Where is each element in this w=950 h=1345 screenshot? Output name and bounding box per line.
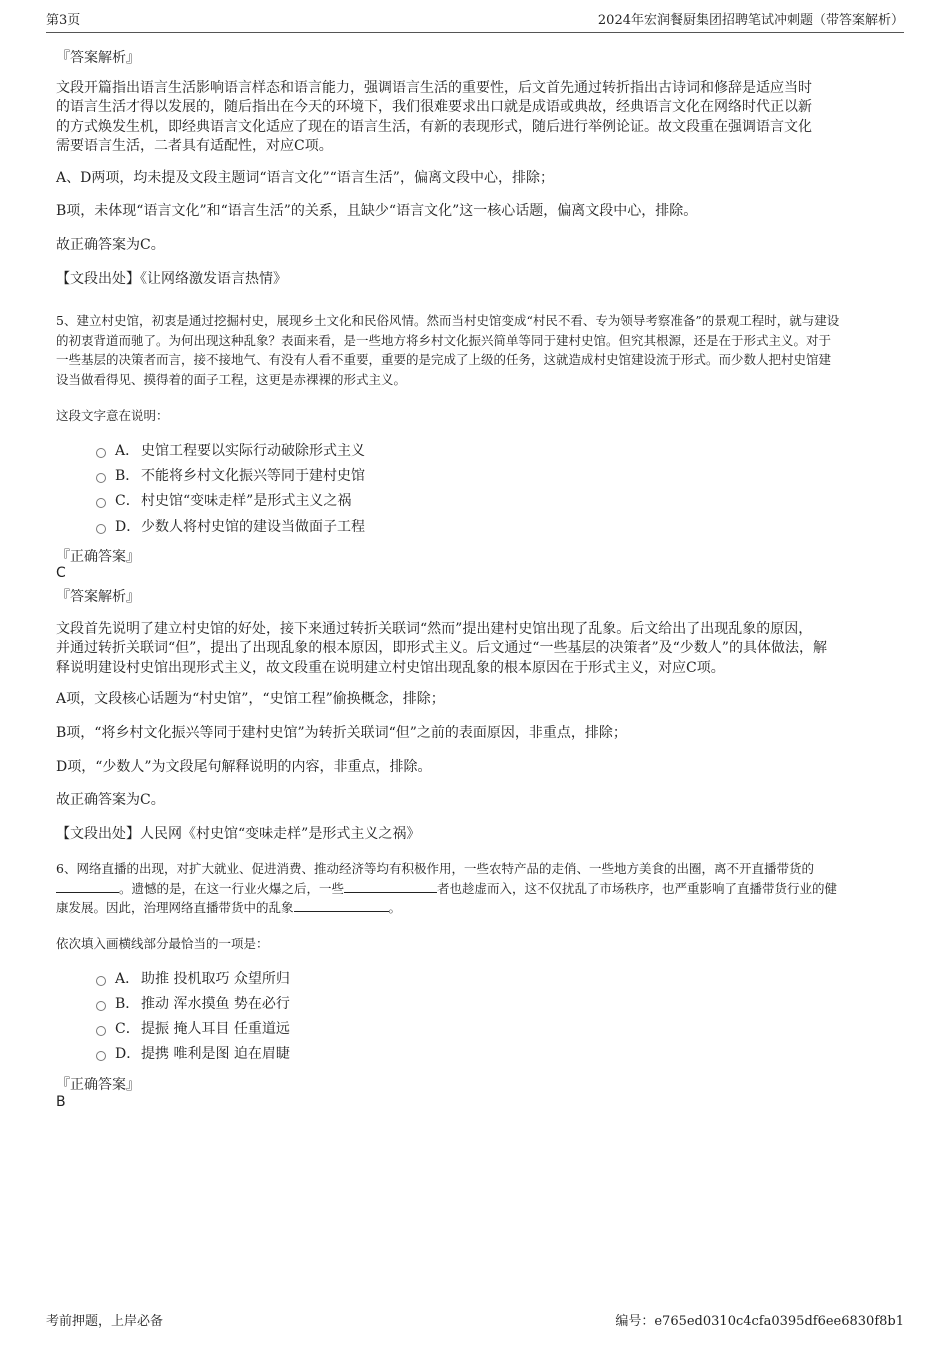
q6-stem-line: 康发展。因此，治理网络直播带货中的乱象 。 [56,900,402,915]
fill-blank-1[interactable] [56,879,119,893]
q5-stem-line: 一些基层的决策者而言，接不接地气、有没有人看不重要，重要的是完成了上级的任务，这就造成村史馆建设流于形式。而少数人把村史馆建 [56,352,832,367]
q5-option-b[interactable]: B． 不能将乡村文化振兴等同于建村史馆 [96,465,365,487]
q6-option-d[interactable]: D．提携 唯利是图 迫在眉睫 [96,1043,290,1065]
q5-stem-line: 5、建立村史馆，初衷是通过挖掘村史，展现乡土文化和民俗风情。然而当村史馆变成“村民不看、专为领导考察准备”的景观工程时，就与建设 [56,313,840,328]
document-id: 编号：e765ed0310c4cfa0395df6ee6830f8b1 [615,1314,904,1329]
q6-stem-line: 。遗憾的是，在这一行业火爆之后，一些 者也趁虚而入，这不仅扰乱了市场秩序，也严重影响了直播带货行业的健 [56,879,896,899]
q6-answer: B [56,1094,66,1110]
q5-note-b: B项，“将乡村文化振兴等同于建村史馆”为转折关联词“但”之前的表面原因，非重点，排除； [56,725,627,741]
q5-analysis-line: 释说明建设村史馆出现形式主义，故文段重在说明建立村史馆出现乱象的根本原因在于形式主义，对应C项。 [56,659,725,676]
q5-conclusion: 故正确答案为C。 [56,792,165,808]
fill-blank-2[interactable] [344,879,437,893]
page-header [46,10,904,33]
q4-analysis-line: 的语言生活才得以发展的，随后指出在今天的环境下，我们很难要求出口就是成语或典故，经典语言文化在网络时代正以新 [56,99,812,116]
q5-stem-line: 设当做看得见、摸得着的面子工程，这更是赤裸裸的形式主义。 [56,371,407,387]
q4-analysis-line: 需要语言生活，二者具有适配性，对应C项。 [56,137,333,154]
q6-option-a[interactable]: A． 助推 投机取巧 众望所归 [96,968,290,990]
page-number: 第3页 [46,13,81,28]
document-title: 2024年宏润餐厨集团招聘笔试冲刺题（带答案解析） [597,13,904,28]
q5-analysis-paragraph [56,620,896,678]
radio-icon[interactable] [96,1001,106,1011]
q4-analysis-line: 的方式焕发生机，即经典语言文化适应了现在的语言生活，有新的表现形式，随后进行举例论证。故文段重在强调语言文化 [56,118,812,135]
q5-answer: C [56,565,66,581]
q5-note-a: A项，文段核心话题为“村史馆”，“史馆工程”偷换概念，排除； [56,691,445,707]
radio-icon[interactable] [96,976,106,986]
radio-icon[interactable] [96,1026,106,1036]
q5-prompt: 这段文字意在说明： [56,408,169,423]
q6-prompt: 依次填入画横线部分最恰当的一项是： [56,936,269,951]
q4-note-b: B项，未体现“语言文化”和“语言生活”的关系，且缺少“语言文化”这一核心话题，偏离文段中心，排除。 [56,203,698,219]
q5-option-c[interactable]: C．村史馆“变味走样”是形式主义之祸 [96,490,351,512]
q4-source: 【文段出处】《让网络激发语言热情》 [56,271,287,287]
q4-analysis-paragraph [56,79,896,156]
fill-blank-3[interactable] [294,898,389,912]
q6-option-c[interactable]: C．提振 掩人耳目 任重道远 [96,1018,290,1040]
radio-icon[interactable] [96,524,106,534]
q5-stem-line: 的初衷背道而驰了。为何出现这种乱象？表面来看，是一些地方将乡村文化振兴简单等同于建村史馆。但究其根源，还是在于形式主义。对于 [56,332,832,348]
q6-stem [56,859,896,918]
q4-note-ad: A、D两项，均未提及文段主题词“语言文化”“语言生活”，偏离文段中心，排除； [56,170,554,186]
q6-stem-line: 6、网络直播的出现，对扩大就业、促进消费、推动经济等均有积极作用，一些农特产品的走俏、一些地方美食的出圈，离不开直播带货的 [56,861,814,876]
radio-icon[interactable] [96,473,106,483]
q5-analysis-line: 文段首先说明了建立村史馆的好处，接下来通过转折关联词“然而”提出建村史馆出现了乱象。后文给出了出现乱象的原因， [56,621,813,637]
q5-note-d: D项，“少数人”为文段尾句解释说明的内容，非重点，排除。 [56,759,432,775]
q4-analysis-label: 『答案解析』 [56,50,140,66]
footer-slogan: 考前押题，上岸必备 [46,1314,164,1329]
q5-source: 【文段出处】人民网《村史馆“变味走样”是形式主义之祸》 [56,826,421,842]
q4-analysis-line: 文段开篇指出语言生活影响语言样态和语言能力，强调语言生活的重要性，后文首先通过转折指出古诗词和修辞是适应当时 [56,80,812,96]
radio-icon[interactable] [96,448,106,458]
q4-conclusion: 故正确答案为C。 [56,237,165,253]
radio-icon[interactable] [96,498,106,508]
q5-analysis-line: 并通过转折关联词“但”，提出了出现乱象的根本原因，即形式主义。后文通过“一些基层的决策者”及“少数人”的具体做法，解 [56,640,827,657]
q5-option-a[interactable]: A． 史馆工程要以实际行动破除形式主义 [96,440,365,462]
q5-analysis-label: 『答案解析』 [56,589,140,605]
q5-option-d[interactable]: D．少数人将村史馆的建设当做面子工程 [96,516,365,538]
q5-answer-label: 『正确答案』 [56,549,140,565]
q6-option-b[interactable]: B． 推动 浑水摸鱼 势在必行 [96,993,290,1015]
q6-answer-label: 『正确答案』 [56,1077,140,1093]
radio-icon[interactable] [96,1051,106,1061]
q5-stem [56,311,896,389]
